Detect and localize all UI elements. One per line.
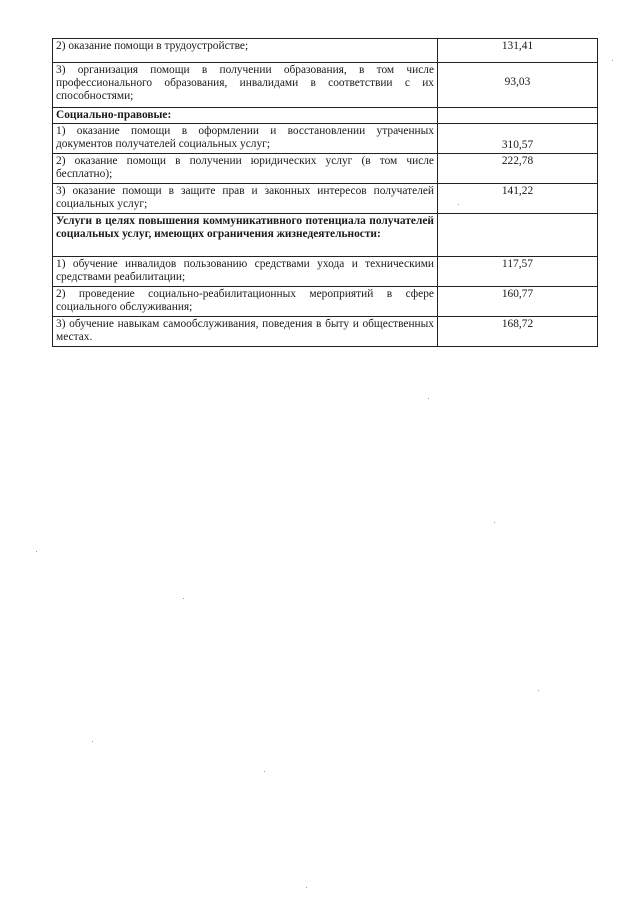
scan-speck [264,771,265,772]
scan-speck [538,690,539,691]
service-description: 2) оказание помощи в трудоустройстве; [53,39,438,63]
service-description: 3) организация помощи в получении образования, в том числе профессионального образования, инвалидами в соответствии с их способностями; [53,63,438,108]
service-price: 222,78 [438,154,598,184]
service-price: 168,72 [438,317,598,347]
scan-speck [458,204,459,205]
services-price-table [52,38,598,347]
scan-speck [92,741,93,742]
table-row [53,257,598,287]
service-description: 1) оказание помощи в оформлении и восстановлении утраченных документов получателей социальных услуг; [53,124,438,154]
table-row [53,287,598,317]
scan-speck [306,887,307,888]
service-price: 160,77 [438,287,598,317]
service-description: 2) проведение социально-реабилитационных мероприятий в сфере социального обслуживания; [53,287,438,317]
table-row [53,39,598,63]
table-row [53,154,598,184]
service-price: 131,41 [438,39,598,63]
service-description: 3) оказание помощи в защите прав и законных интересов получателей социальных услуг; [53,184,438,214]
service-description: 2) оказание помощи в получении юридических услуг (в том числе бесплатно); [53,154,438,184]
section-header-value [438,108,598,124]
scan-speck [36,551,37,552]
scan-speck [612,60,613,61]
service-price: 310,57 [438,124,598,154]
service-description: 1) обучение инвалидов пользованию средствами ухода и техническими средствами реабилитации; [53,257,438,287]
section-header: Услуги в целях повышения коммуникативного потенциала получателей социальных услуг, имеющих ограничения жизнедеятельности: [53,214,438,257]
scan-speck [183,598,184,599]
service-price: 93,03 [438,63,598,108]
section-header-row [53,108,598,124]
table-row [53,184,598,214]
section-header-value [438,214,598,257]
table-row [53,317,598,347]
section-header: Социально-правовые: [53,108,438,124]
table-row [53,124,598,154]
service-description: 3) обучение навыкам самообслуживания, поведения в быту и общественных местах. [53,317,438,347]
scan-speck [494,522,495,523]
service-price: 117,57 [438,257,598,287]
service-price: 141,22 [438,184,598,214]
table-row [53,63,598,108]
scan-speck [428,398,429,399]
section-header-row [53,214,598,257]
